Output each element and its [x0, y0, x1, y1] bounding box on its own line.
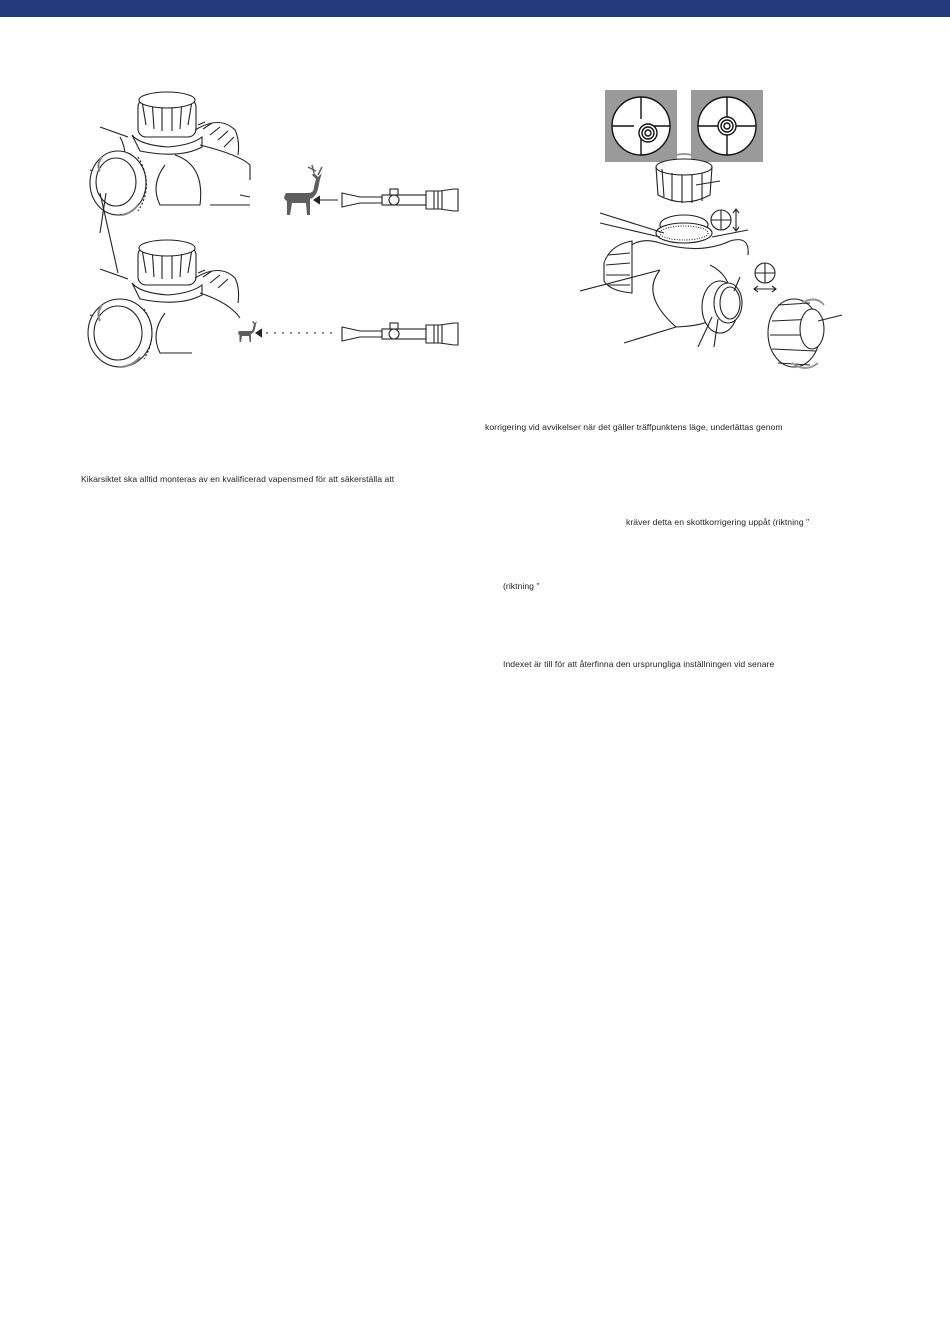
upper-turret-illustration [90, 92, 250, 233]
left-paragraph-line: Kikarsiktet ska alltid monteras av en kvalificerad vapensmed för att säkerställa att [81, 474, 395, 484]
right-paragraph-line: korrigering vid avvikelser när det gäller träffpunktens läge, underlättas genom [485, 422, 783, 432]
scope-icon [342, 189, 458, 211]
crosshair-icon [755, 263, 775, 283]
left-figure [80, 85, 480, 385]
deer-icon [284, 165, 322, 215]
deer-icon [238, 321, 257, 342]
right-paragraph-line: Indexet är till för att återfinna den ursprungliga inställningen vid senare [503, 659, 775, 669]
header-bar [0, 0, 950, 17]
reticle-icon [698, 97, 756, 155]
crosshair-icon [711, 210, 731, 230]
lower-turret-illustration [88, 193, 240, 367]
right-figure [580, 85, 860, 375]
reticle-icon [612, 97, 670, 155]
right-paragraph-line: kräver detta en skottkorrigering uppåt (riktning " [626, 517, 810, 527]
arrow-icon [679, 122, 689, 130]
scope-icon [342, 323, 458, 345]
right-paragraph-line: (riktning " [503, 581, 540, 591]
